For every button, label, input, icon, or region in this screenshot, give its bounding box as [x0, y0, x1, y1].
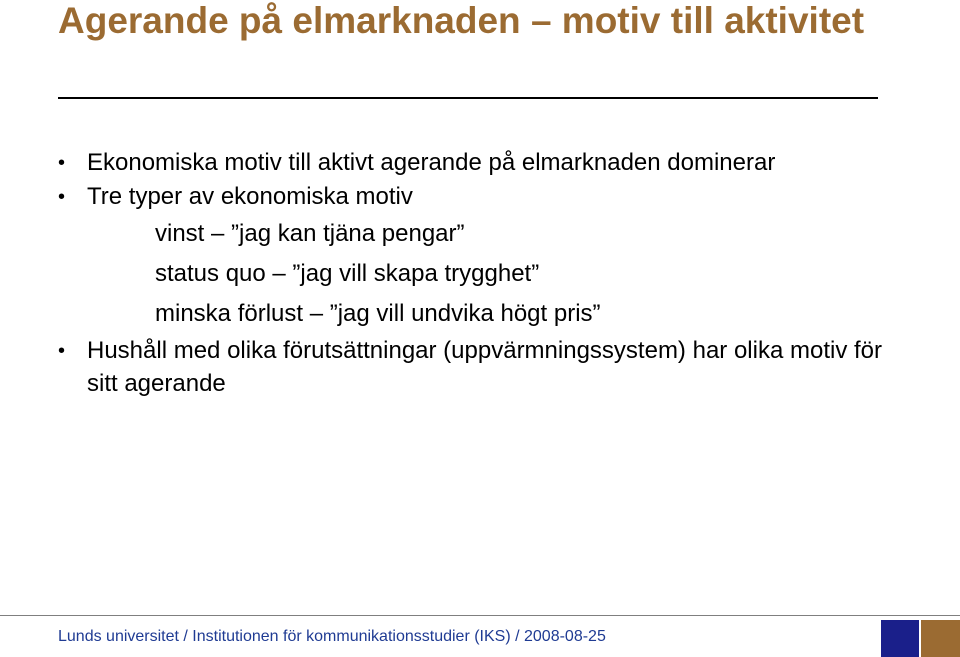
sub-item-text: minska förlust – ”jag vill undvika högt pris”	[155, 300, 601, 327]
bullet-dot-icon: •	[58, 152, 66, 174]
bullet-item	[58, 146, 898, 180]
slide-title: Agerande på elmarknaden – motiv till aktivitet	[58, 0, 865, 41]
bullet-text: Ekonomiska motiv till aktivt agerande på elmarknaden dominerar	[87, 149, 776, 176]
footer-text: Lunds universitet / Institutionen för kommunikationsstudier (IKS) / 2008-08-25	[58, 628, 606, 645]
sub-item	[58, 254, 898, 294]
sub-item	[58, 214, 898, 254]
bullet-text: Tre typer av ekonomiska motiv	[87, 183, 413, 210]
bullet-item	[58, 180, 898, 214]
sub-item-text: status quo – ”jag vill skapa trygghet”	[155, 260, 540, 287]
title-divider	[58, 97, 878, 99]
footer-gold-block	[921, 620, 960, 657]
bullet-list	[58, 146, 898, 400]
footer-divider	[0, 615, 960, 616]
footer-blue-block	[881, 620, 919, 657]
bullet-text: Hushåll med olika förutsättningar (uppvärmningssystem) har olika motiv för sitt agerande	[87, 337, 882, 397]
bullet-dot-icon: •	[58, 340, 66, 362]
bullet-item	[58, 334, 898, 400]
bullet-dot-icon: •	[58, 186, 66, 208]
sub-item	[58, 294, 898, 334]
sub-item-text: vinst – ”jag kan tjäna pengar”	[155, 220, 465, 247]
